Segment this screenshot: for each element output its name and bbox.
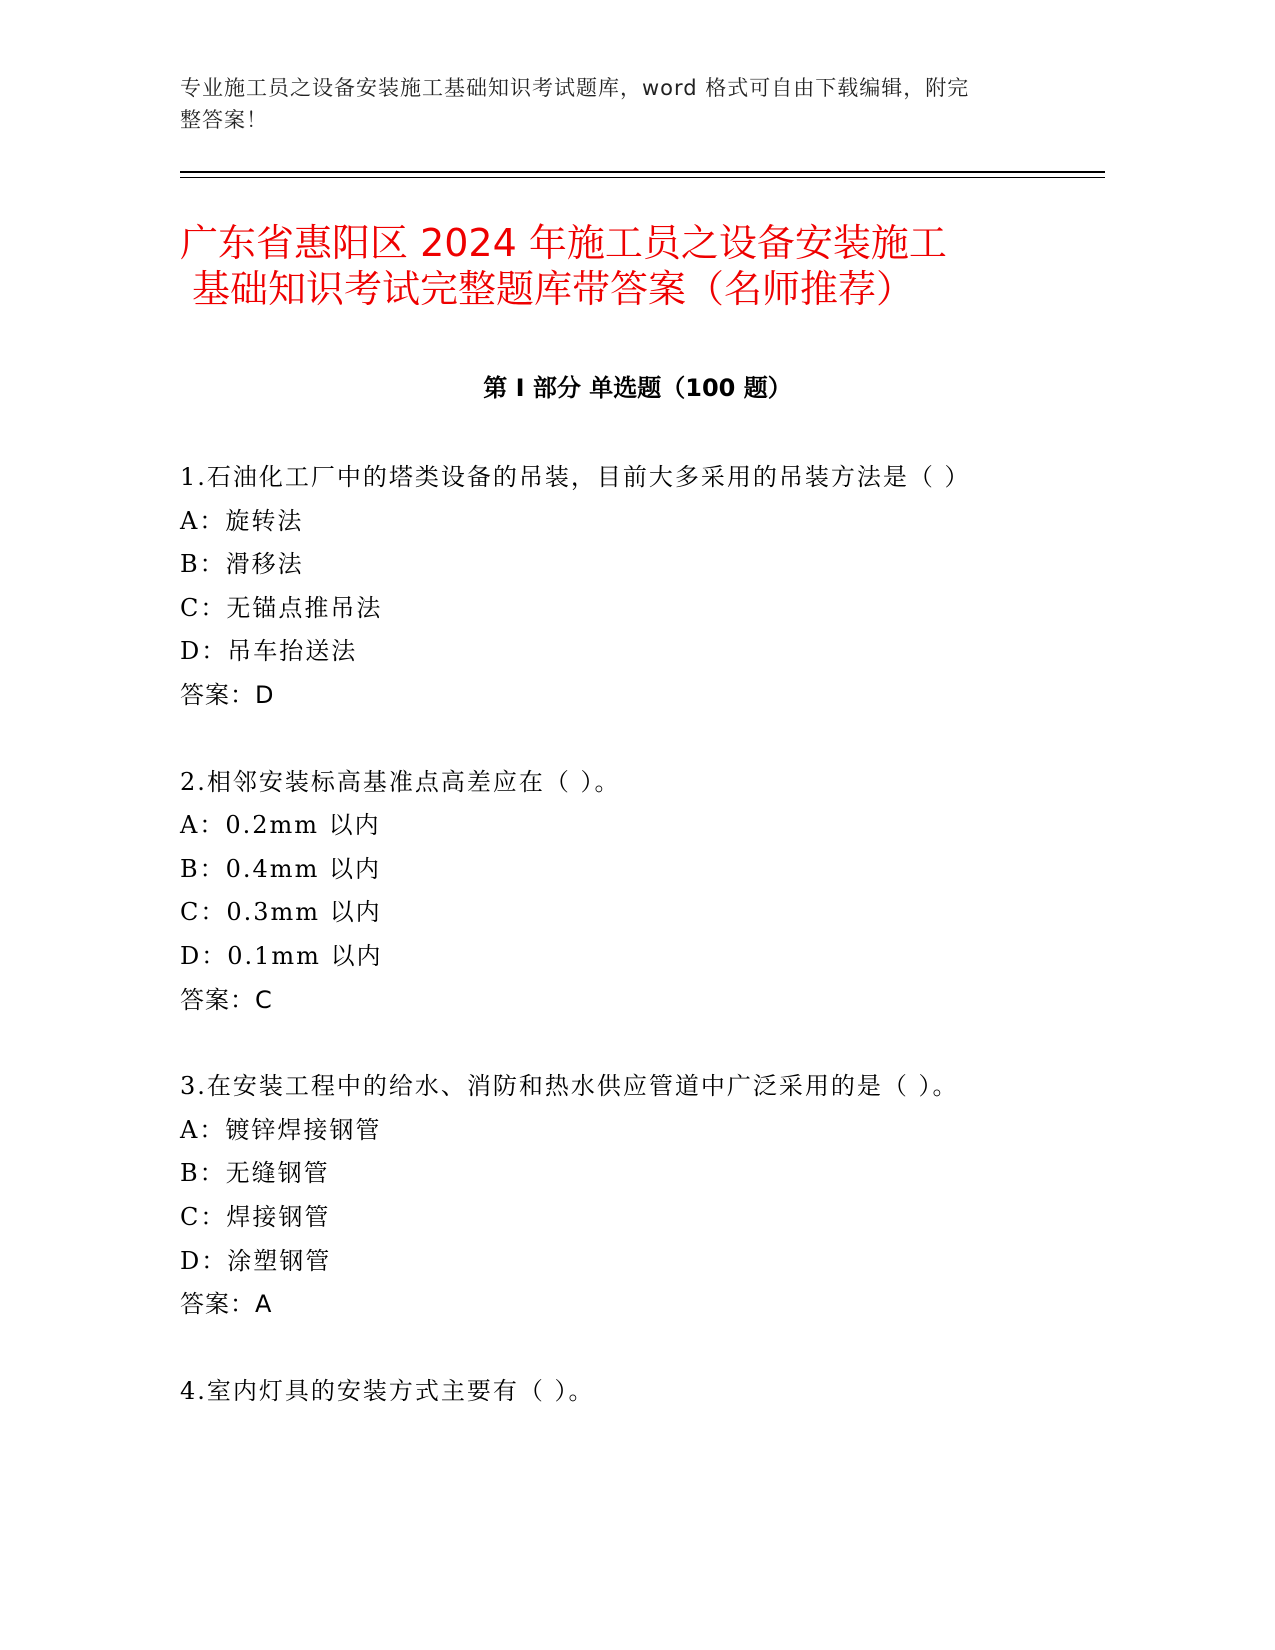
header-note-line: 专业施工员之设备安装施工基础知识考试题库，word 格式可自由下载编辑，附完 (180, 76, 970, 100)
question-stem: 1.石油化工厂中的塔类设备的吊装，目前大多采用的吊装方法是（ ） (180, 463, 971, 491)
option-key: D： (180, 941, 228, 970)
question-option (180, 935, 1105, 979)
option-text: 镀锌焊接钢管 (225, 1115, 382, 1144)
question-item (180, 456, 1105, 718)
option-text: 0.3mm 以内 (226, 898, 382, 927)
option-key: A： (180, 506, 226, 535)
question-option (180, 587, 1105, 631)
question-stem: 3.在安装工程中的给水、消防和热水供应管道中广泛采用的是（ ）。 (180, 1072, 959, 1101)
document-title (180, 220, 1080, 312)
document-title-line: 基础知识考试完整题库带答案（名师推荐） (192, 267, 915, 311)
option-key: D： (180, 637, 228, 666)
question-option (180, 804, 1105, 848)
question-item (180, 761, 1105, 1023)
question-answer: 答案：D (180, 680, 275, 709)
option-text: 0.1mm 以内 (227, 941, 383, 970)
question-answer: 答案：C (180, 985, 273, 1014)
option-text: 涂塑钢管 (227, 1246, 332, 1275)
question-option (180, 1240, 1105, 1284)
option-key: B： (180, 854, 226, 883)
option-key: B： (180, 1159, 226, 1188)
question-list (180, 456, 1105, 1456)
question-option (180, 891, 1105, 935)
question-stem: 2.相邻安装标高基准点高差应在（ ）。 (180, 767, 621, 796)
option-text: 滑移法 (225, 550, 304, 579)
question-answer: 答案：A (180, 1290, 273, 1319)
option-text: 0.4mm 以内 (225, 854, 381, 883)
option-key: D： (180, 1246, 228, 1275)
header-divider-thin (180, 177, 1105, 178)
header-note-line: 整答案！ (180, 108, 268, 132)
option-key: C： (180, 1202, 227, 1231)
section-heading: 第 I 部分 单选题（100 题） (483, 374, 792, 402)
option-text: 焊接钢管 (226, 1202, 331, 1231)
question-item (180, 1370, 1105, 1414)
option-key: A： (180, 1115, 226, 1144)
question-option (180, 630, 1105, 674)
option-text: 无锚点推吊法 (226, 593, 383, 622)
header-divider-thick (180, 171, 1105, 173)
question-option (180, 543, 1105, 587)
question-option (180, 1109, 1105, 1153)
document-title-line: 广东省惠阳区 2024 年施工员之设备安装施工 (180, 221, 947, 265)
option-key: C： (180, 898, 227, 927)
header-note (180, 72, 1040, 136)
option-text: 无缝钢管 (225, 1159, 330, 1188)
question-option (180, 848, 1105, 892)
option-text: 旋转法 (225, 506, 304, 535)
question-option (180, 500, 1105, 544)
question-stem: 4.室内灯具的安装方式主要有（ ）。 (180, 1376, 595, 1405)
option-text: 0.2mm 以内 (225, 811, 381, 840)
option-text: 吊车抬送法 (227, 637, 358, 666)
option-key: A： (180, 811, 226, 840)
option-key: C： (180, 593, 227, 622)
question-option (180, 1152, 1105, 1196)
question-option (180, 1196, 1105, 1240)
option-key: B： (180, 550, 226, 579)
question-item (180, 1065, 1105, 1327)
